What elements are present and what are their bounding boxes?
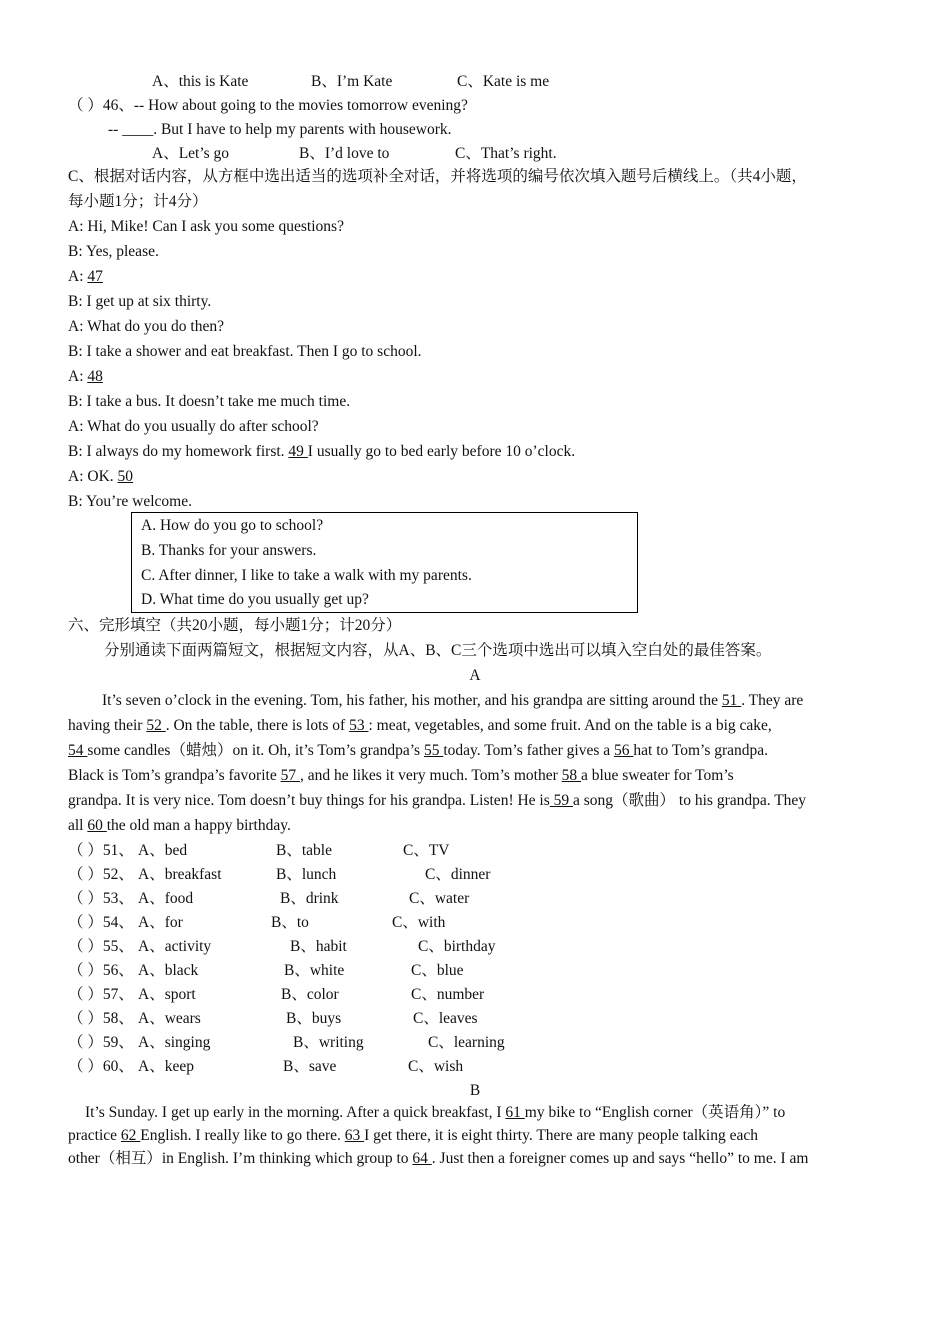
passage-text: . They are xyxy=(741,692,804,709)
passage-text: practice xyxy=(68,1127,121,1144)
passage-text: : meat, vegetables, and some fruit. And on the table is a big cake, xyxy=(368,717,772,734)
passage-line xyxy=(68,1126,758,1146)
answer-blank: 51 xyxy=(721,692,742,709)
answer-blank: 57 xyxy=(280,767,300,784)
q45-option-a: A、this is Kate xyxy=(152,73,249,90)
question-number: （ ）58、 xyxy=(68,1010,134,1027)
answer-blank: 59 xyxy=(549,792,574,809)
dialogue-line xyxy=(68,417,319,437)
option-b: B、save xyxy=(283,1058,337,1075)
option-b: B、drink xyxy=(280,890,339,907)
dialogue-line xyxy=(68,267,103,287)
question-number: （ ）52、 xyxy=(68,866,134,883)
option-a: A、sport xyxy=(138,986,196,1003)
dialogue-text: B: I always do my homework first. xyxy=(68,443,289,460)
passage-text: a song（歌曲） to his grandpa. They xyxy=(573,792,807,809)
q46-stem: （ ）46、-- How about going to the movies tomorrow evening? xyxy=(68,97,468,114)
answer-blank: 61 xyxy=(505,1104,525,1121)
answer-blank: 63 xyxy=(344,1127,365,1144)
passage-text: It’s Sunday. I get up early in the morning. After a quick breakfast, I xyxy=(85,1104,506,1121)
option-a: A、bed xyxy=(138,842,188,859)
option-c: C、with xyxy=(392,914,446,931)
passage-text: . On the table, there is lots of xyxy=(165,717,350,734)
option-b: B、to xyxy=(271,914,309,931)
passage-text: , and he likes it very much. Tom’s mother xyxy=(299,767,562,784)
q45-option-c: C、Kate is me xyxy=(457,73,550,90)
answer-blank: 55 xyxy=(423,742,444,759)
section-c-instruction: C、根据对话内容，从方框中选出适当的选项补全对话，并将选项的编号依次填入题号后横线上。（共4小题， xyxy=(68,168,807,185)
dialogue-text: A: OK. xyxy=(68,468,118,485)
question-number: （ ）59、 xyxy=(68,1034,134,1051)
answer-blank: 58 xyxy=(561,767,581,784)
dialogue-text: B: I take a shower and eat breakfast. Then I go to school. xyxy=(68,343,422,360)
question-number: （ ）54、 xyxy=(68,914,134,931)
question-number: （ ）51、 xyxy=(68,842,134,859)
q46-dash: -- xyxy=(108,121,119,138)
box-option-a: A. How do you go to school? xyxy=(141,517,324,534)
option-a: A、singing xyxy=(138,1034,211,1051)
dialogue-text: B: You’re welcome. xyxy=(68,493,192,510)
dialogue-text: A: xyxy=(68,368,88,385)
answer-blank: 60 xyxy=(87,817,107,834)
option-b: B、buys xyxy=(286,1010,342,1027)
dialogue-line xyxy=(68,242,159,262)
question-number: （ ）56、 xyxy=(68,962,134,979)
answer-blank: 48 xyxy=(87,368,103,385)
dialogue-line xyxy=(68,392,350,412)
passage-text: hat to Tom’s grandpa. xyxy=(633,742,769,759)
passage-text: Black is Tom’s grandpa’s favorite xyxy=(68,767,281,784)
passage-a-title: A xyxy=(469,667,481,684)
option-a: A、activity xyxy=(138,938,212,955)
option-b: B、habit xyxy=(290,938,347,955)
passage-text: grandpa. It is very nice. Tom doesn’t buy things for his grandpa. Listen! He is xyxy=(68,792,550,809)
option-c: C、number xyxy=(411,986,485,1003)
answer-blank: 52 xyxy=(146,717,166,734)
option-b: B、color xyxy=(281,986,339,1003)
option-b: B、lunch xyxy=(276,866,337,883)
passage-b-title: B xyxy=(469,1082,481,1099)
option-c: C、leaves xyxy=(413,1010,478,1027)
answer-blank: 62 xyxy=(120,1127,141,1144)
passage-line xyxy=(68,766,734,786)
q46-blank: ____ xyxy=(122,121,154,138)
passage-text: It’s seven o’clock in the evening. Tom, his father, his mother, and his grandpa are sitting around the xyxy=(102,692,722,709)
passage-text: other（相互）in English. I’m thinking which group to xyxy=(68,1150,413,1167)
option-c: C、wish xyxy=(408,1058,464,1075)
option-c: C、TV xyxy=(403,842,450,859)
question-number: （ ）53、 xyxy=(68,890,134,907)
dialogue-line xyxy=(68,492,192,512)
answer-blank: 64 xyxy=(412,1150,432,1167)
q46-option-a: A、Let’s go xyxy=(152,145,230,162)
dialogue-text: B: Yes, please. xyxy=(68,243,159,260)
answer-blank: 47 xyxy=(87,268,103,285)
option-c: C、learning xyxy=(428,1034,505,1051)
answer-blank: 54 xyxy=(68,742,88,759)
option-b: B、table xyxy=(276,842,332,859)
passage-text: a blue sweater for Tom’s xyxy=(580,767,734,784)
passage-text: some candles（蜡烛）on it. Oh, it’s Tom’s grandpa’s xyxy=(87,742,424,759)
question-number: （ ）55、 xyxy=(68,938,134,955)
question-number: （ ）57、 xyxy=(68,986,134,1003)
dialogue-line xyxy=(68,367,103,387)
section-6-heading: 六、完形填空（共20小题，每小题1分；计20分） xyxy=(68,617,402,634)
passage-text: the old man a happy birthday. xyxy=(106,817,291,834)
dialogue-text: I usually go to bed early before 10 o’clock. xyxy=(307,443,576,460)
passage-line xyxy=(102,691,803,711)
dialogue-text: A: xyxy=(68,268,88,285)
option-b: B、white xyxy=(284,962,345,979)
option-a: A、wears xyxy=(138,1010,201,1027)
q46-reply xyxy=(108,120,452,140)
option-c: C、birthday xyxy=(418,938,496,955)
option-a: A、keep xyxy=(138,1058,194,1075)
question-number: （ ）60、 xyxy=(68,1058,134,1075)
dialogue-line xyxy=(68,467,133,487)
answer-options-box xyxy=(131,512,638,613)
option-a: A、for xyxy=(138,914,183,931)
passage-text: having their xyxy=(68,717,147,734)
passage-text: my bike to “English corner（英语角）” to xyxy=(524,1104,786,1121)
q46-reply-text: . But I have to help my parents with housework. xyxy=(153,121,452,138)
option-a: A、food xyxy=(138,890,194,907)
dialogue-text: A: What do you usually do after school? xyxy=(68,418,319,435)
passage-line xyxy=(85,1103,785,1123)
passage-text: I get there, it is eight thirty. There are many people talking each xyxy=(364,1127,758,1144)
box-option-c: C. After dinner, I like to take a walk with my parents. xyxy=(141,567,472,584)
dialogue-line xyxy=(68,342,422,362)
dialogue-text: B: I get up at six thirty. xyxy=(68,293,212,310)
option-a: A、black xyxy=(138,962,199,979)
passage-line xyxy=(68,741,768,761)
passage-text: today. Tom’s father gives a xyxy=(443,742,615,759)
dialogue-text: A: Hi, Mike! Can I ask you some questions? xyxy=(68,218,344,235)
answer-blank: 56 xyxy=(614,742,634,759)
option-c: C、blue xyxy=(411,962,464,979)
passage-line xyxy=(68,1149,808,1169)
box-option-d: D. What time do you usually get up? xyxy=(141,591,369,608)
section-c-instruction-cont: 每小题1分；计4分） xyxy=(68,193,208,210)
passage-text: all xyxy=(68,817,88,834)
dialogue-text: B: I take a bus. It doesn’t take me much time. xyxy=(68,393,351,410)
box-option-b: B. Thanks for your answers. xyxy=(141,542,317,559)
answer-blank: 53 xyxy=(349,717,369,734)
passage-text: English. I really like to go there. xyxy=(140,1127,345,1144)
passage-text: . Just then a foreigner comes up and says “hello” to me. I am xyxy=(431,1150,809,1167)
dialogue-line xyxy=(68,317,224,337)
dialogue-line xyxy=(68,292,211,312)
option-a: A、breakfast xyxy=(138,866,222,883)
q46-option-b: B、I’d love to xyxy=(299,145,390,162)
q46-option-c: C、That’s right. xyxy=(455,145,557,162)
passage-line xyxy=(68,791,806,811)
dialogue-line xyxy=(68,217,344,237)
section-6-instruction: 分别通读下面两篇短文，根据短文内容，从A、B、C三个选项中选出可以填入空白处的最佳答案。 xyxy=(104,642,772,659)
option-c: C、water xyxy=(409,890,470,907)
q45-option-b: B、I’m Kate xyxy=(311,73,393,90)
passage-line xyxy=(68,716,772,736)
dialogue-line xyxy=(68,442,575,462)
option-b: B、writing xyxy=(293,1034,364,1051)
passage-line xyxy=(68,816,291,836)
answer-blank: 49 xyxy=(288,443,308,460)
dialogue-text: A: What do you do then? xyxy=(68,318,224,335)
option-c: C、dinner xyxy=(425,866,491,883)
answer-blank: 50 xyxy=(117,468,134,485)
